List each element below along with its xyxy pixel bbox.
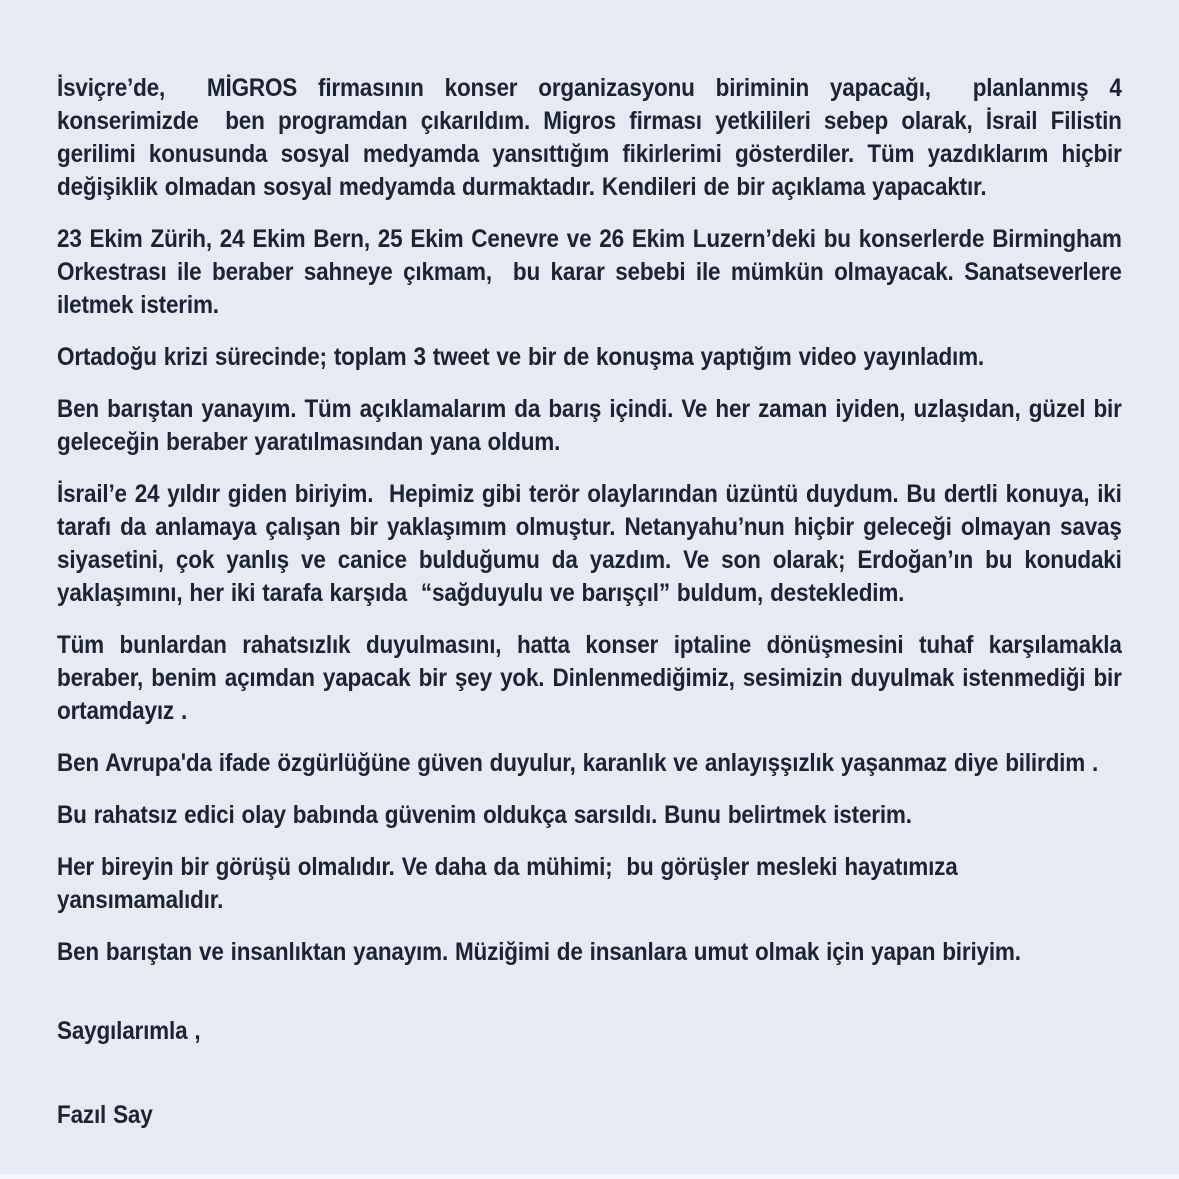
closing-salutation: Saygılarımla , bbox=[57, 1017, 201, 1045]
paragraph-concert-dates: 23 Ekim Zürih, 24 Ekim Bern, 25 Ekim Cenevre ve 26 Ekim Luzern’deki bu konserlerde Birmingham Orkestrası ile beraber sahneye çıkmam, bu karar sebebi ile mümkün olmayacak. Sanatseverlere iletmek isterim. bbox=[57, 225, 1129, 319]
paragraph-discomfort: Tüm bunlardan rahatsızlık duyulmasını, hatta konser iptaline dönüşmesini tuhaf karşılamakla beraber, benim açımdan yapacak bir şey yok. Dinlenmediğimiz, sesimizin duyulmak istenmediği bir ortamdayız . bbox=[57, 631, 1136, 725]
paragraph-europe-free-speech: Ben Avrupa'da ifade özgürlüğüne güven duyulur, karanlık ve anlayışşızlık yaşanmaz diye bilirdim . bbox=[57, 749, 1099, 777]
statement-text-block bbox=[57, 72, 1136, 1132]
paragraph-tweets-video: Ortadoğu krizi sürecinde; toplam 3 tweet ve bir de konuşma yaptığım video yayınladım. bbox=[57, 343, 984, 371]
paragraph-trust-shaken: Bu rahatsız edici olay babında güvenim oldukça sarsıldı. Bunu belirtmek isterim. bbox=[57, 801, 912, 829]
paragraph-migros-cancellation: İsviçre’de, MİGROS firmasının konser organizasyonu biriminin yapacağı, planlanmış 4 konserimizde ben programdan çıkarıldım. Migros firması yetkilileri sebep olarak, İsrail Filistin gerilimi konusunda sosyal medyamda yansıttığım fikirlerimi gösterdiler. Tüm yazdıklarım hiçbir değişiklik olmadan sosyal medyamda durmaktadır. Kendileri de bir açıklama yapacaktır. bbox=[57, 74, 1129, 201]
paragraph-opinions: Her bireyin bir görüşü olmalıdır. Ve daha da mühimi; bu görüşler mesleki hayatımıza yansımamalıdır. bbox=[57, 853, 965, 914]
paragraph-peace-statement: Ben barıştan yanayım. Tüm açıklamalarım da barış içindi. Ve her zaman iyiden, uzlaşıdan, güzel bir geleceğin beraber yaratılmasından yana oldum. bbox=[57, 395, 1129, 456]
paragraph-music-hope: Ben barıştan ve insanlıktan yanayım. Müziğimi de insanlara umut olmak için yapan biriyim. bbox=[57, 938, 1021, 966]
paragraph-israel-visits: İsrail’e 24 yıldır giden biriyim. Hepimiz gibi terör olaylarından üzüntü duydum. Bu dertli konuya, iki tarafı da anlamaya çalışan bir yaklaşımım olmuştur. Netanyahu’nun hiçbir geleceği olmayan savaş siyasetini, çok yanlış ve canice bulduğumu da yazdım. Ve son olarak; Erdoğan’ın bu konudaki yaklaşımını, her iki tarafa karşıda “sağduyulu ve barışçıl” buldum, destekledim. bbox=[57, 480, 1129, 607]
signature-name: Fazıl Say bbox=[57, 1101, 153, 1129]
bottom-edge-strip bbox=[0, 1174, 1179, 1179]
